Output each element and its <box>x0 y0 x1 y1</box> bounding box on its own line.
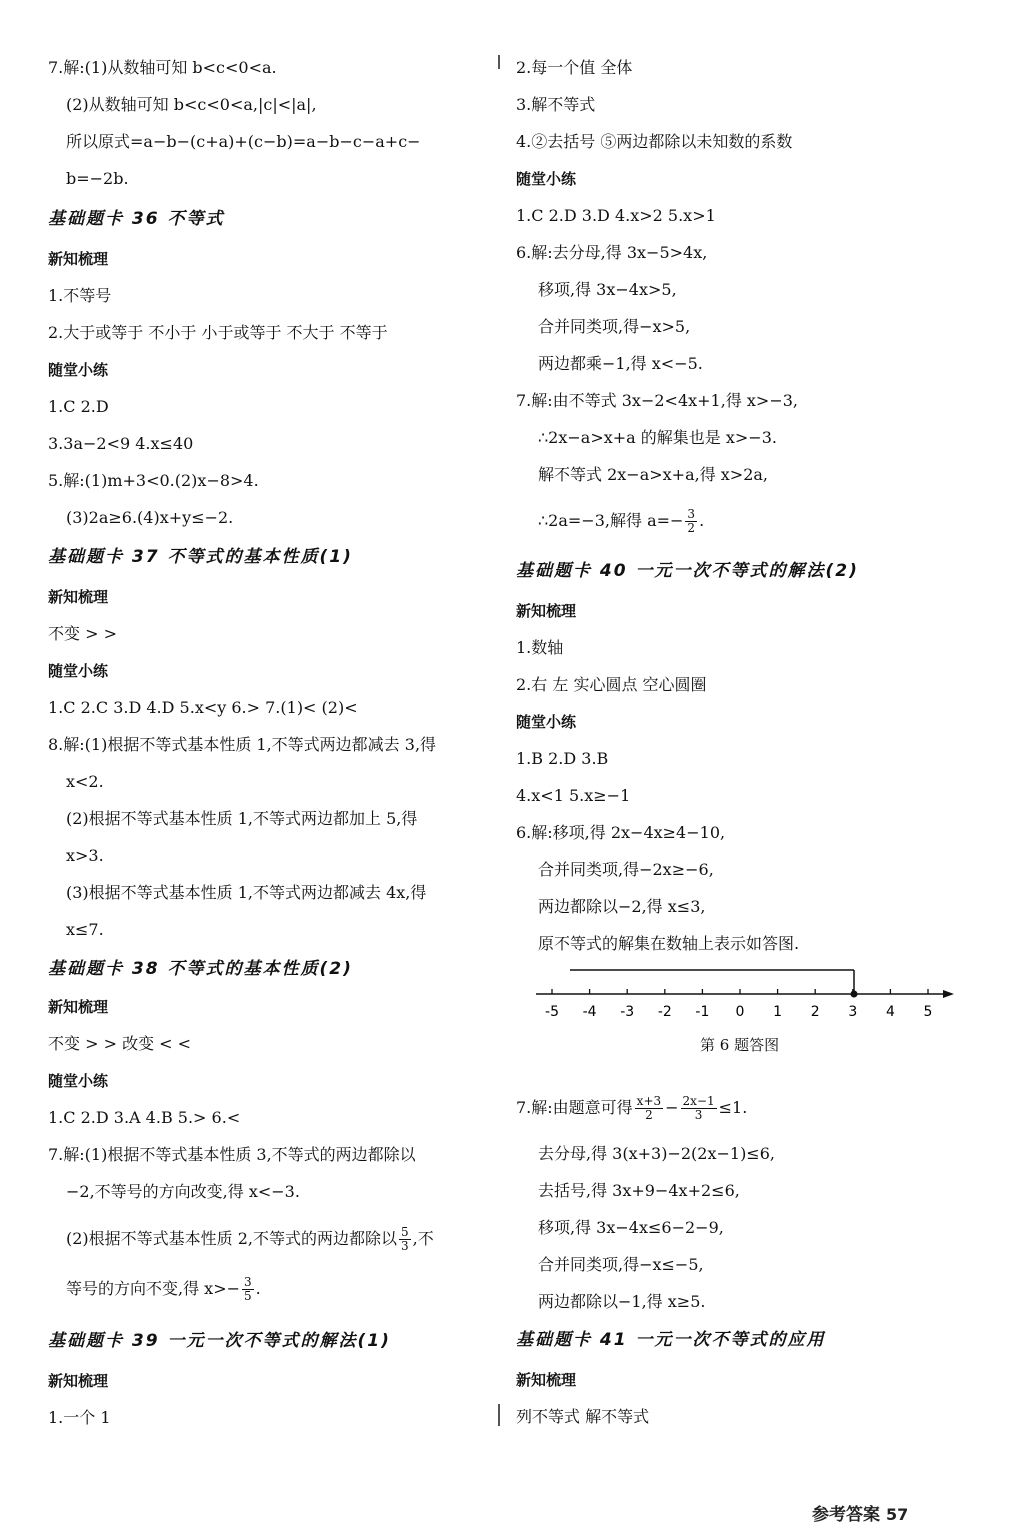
answer-line: 列不等式 解不等式 <box>516 1407 650 1426</box>
section-heading: 新知梳理 <box>48 588 109 606</box>
answer-line: 等号的方向不变,得 x>− $\frac{3}{5}$ . <box>66 1275 261 1303</box>
answer-line: 两边都除以−1,得 x≥5. <box>538 1292 706 1311</box>
answer-line: x≤7. <box>66 920 104 939</box>
answer-line: 2.右 左 实心圆点 空心圆圈 <box>516 675 707 694</box>
card40-title: 基础题卡 40 一元一次不等式的解法(2) <box>516 561 859 581</box>
answer-line: (3)根据不等式基本性质 1,不等式两边都减去 4x,得 <box>66 883 427 902</box>
number-line-figure <box>530 962 960 1024</box>
section-heading: 新知梳理 <box>48 998 109 1016</box>
fraction: $\frac{2x-1}{3}$ <box>682 1094 715 1122</box>
axis-tick-label: 2 <box>810 1004 820 1020</box>
section-heading: 新知梳理 <box>48 250 109 268</box>
axis-tick-label: -2 <box>657 1004 672 1020</box>
answer-line: −2,不等号的方向改变,得 x<−3. <box>66 1182 300 1201</box>
answer-line: 去分母,得 3(x+3)−2(2x−1)≤6, <box>538 1144 775 1163</box>
q7-line: 所以原式=a−b−(c+a)+(c−b)=a−b−c−a+c− <box>66 132 421 151</box>
answer-line: 6.解:去分母,得 3x−5>4x, <box>516 243 708 262</box>
answer-line: 7.解:(1)根据不等式基本性质 3,不等式的两边都除以 <box>48 1145 416 1164</box>
page-number: 57 <box>886 1505 909 1524</box>
answer-line: (3)2a≥6.(4)x+y≤−2. <box>66 508 234 527</box>
answer-line: 1.一个 1 <box>48 1408 111 1427</box>
answer-line: 合并同类项,得−x≤−5, <box>538 1255 704 1274</box>
q7-line: b=−2b. <box>66 169 129 188</box>
answer-line: 两边都乘−1,得 x<−5. <box>538 354 703 373</box>
page-footer <box>812 1500 908 1525</box>
q7-line: (2)从数轴可知 b<c<0<a,|c|<|a|, <box>66 95 317 114</box>
answer-line: ∴2x−a>x+a 的解集也是 x>−3. <box>538 428 777 447</box>
answer-line: 2.每一个值 全体 <box>516 58 633 77</box>
axis-tick-label: -5 <box>545 1004 559 1020</box>
answer-line: 1.C 2.D 3.A 4.B 5.> 6.< <box>48 1108 241 1127</box>
answer-line: 合并同类项,得−2x≥−6, <box>538 860 714 879</box>
column-rule <box>498 1404 500 1426</box>
answer-line: x>3. <box>66 846 104 865</box>
card39-title: 基础题卡 39 一元一次不等式的解法(1) <box>48 1331 391 1351</box>
answer-line: 5.解:(1)m+3<0.(2)x−8>4. <box>48 471 259 490</box>
answer-line: 3.3a−2<9 4.x≤40 <box>48 434 194 453</box>
axis-tick-label: 0 <box>735 1004 745 1020</box>
section-heading: 新知梳理 <box>48 1372 109 1390</box>
answer-line: (2)根据不等式基本性质 2,不等式的两边都除以 $\frac{5}{3}$ ,不 <box>66 1225 434 1253</box>
answer-line: 1.C 2.D <box>48 397 109 416</box>
fraction: $\frac{3}{2}$ <box>687 507 696 535</box>
axis-tick-label: -4 <box>582 1004 597 1020</box>
axis-tick-label: -3 <box>620 1004 635 1020</box>
fraction: $\frac{3}{5}$ <box>244 1275 252 1303</box>
fraction: $\frac{5}{3}$ <box>401 1225 409 1253</box>
section-heading: 随堂小练 <box>516 170 577 188</box>
section-heading: 随堂小练 <box>48 662 109 680</box>
answer-line: 7.解:由题意可得 $\frac{x+3}{2}$ − $\frac{2x-1}{3}$ ≤1. <box>516 1094 748 1122</box>
section-heading: 新知梳理 <box>516 602 577 620</box>
axis-arrow <box>943 990 954 998</box>
footer-label: 参考答案 <box>812 1505 880 1525</box>
answer-line: 不变 > > 改变 < < <box>48 1034 192 1053</box>
section-heading: 随堂小练 <box>516 713 577 731</box>
answer-line: 合并同类项,得−x>5, <box>538 317 691 336</box>
answer-line: 3.解不等式 <box>516 95 596 114</box>
answer-line: x<2. <box>66 772 104 791</box>
answer-line: 原不等式的解集在数轴上表示如答图. <box>538 934 800 953</box>
answer-line: 1.C 2.D 3.D 4.x>2 5.x>1 <box>516 206 716 225</box>
answer-line: 去括号,得 3x+9−4x+2≤6, <box>538 1181 740 1200</box>
card41-title: 基础题卡 41 一元一次不等式的应用 <box>516 1330 826 1350</box>
fraction: $\frac{x+3}{2}$ <box>636 1094 662 1122</box>
column-rule <box>498 55 500 69</box>
axis-tick-label: 5 <box>923 1004 933 1020</box>
card38-title: 基础题卡 38 不等式的基本性质(2) <box>48 959 353 979</box>
answer-line: ∴2a=−3,解得 a=− $\frac{3}{2}$ . <box>538 507 705 535</box>
solid-dot <box>851 991 858 998</box>
axis-tick-label: 4 <box>885 1004 895 1020</box>
axis-tick-label: 3 <box>848 1004 858 1020</box>
axis-tick-label: -1 <box>695 1004 710 1020</box>
answer-line: 移项,得 3x−4x≤6−2−9, <box>538 1218 724 1237</box>
answer-line: 6.解:移项,得 2x−4x≥4−10, <box>516 823 726 842</box>
answer-line: 移项,得 3x−4x>5, <box>538 280 677 299</box>
figure-caption: 第 6 题答图 <box>700 1036 780 1054</box>
answer-line: 1.数轴 <box>516 638 564 657</box>
card37-title: 基础题卡 37 不等式的基本性质(1) <box>48 547 353 567</box>
answer-line: 1.不等号 <box>48 286 112 305</box>
answer-line: 2.大于或等于 不小于 小于或等于 不大于 不等于 <box>48 323 388 342</box>
axis-tick-label: 1 <box>773 1004 783 1020</box>
answer-line: 8.解:(1)根据不等式基本性质 1,不等式两边都减去 3,得 <box>48 735 437 754</box>
answer-line: 解不等式 2x−a>x+a,得 x>2a, <box>538 465 769 484</box>
answer-line: 1.C 2.C 3.D 4.D 5.x<y 6.> 7.(1)< (2)< <box>48 698 358 717</box>
answer-line: (2)根据不等式基本性质 1,不等式两边都加上 5,得 <box>66 809 418 828</box>
section-heading: 新知梳理 <box>516 1371 577 1389</box>
card36-title: 基础题卡 36 不等式 <box>48 209 225 229</box>
section-heading: 随堂小练 <box>48 1072 109 1090</box>
answer-line: 4.②去括号 ⑤两边都除以未知数的系数 <box>516 132 793 151</box>
answer-line: 不变 > > <box>48 624 117 643</box>
answer-line: 1.B 2.D 3.B <box>516 749 609 768</box>
answer-line: 4.x<1 5.x≥−1 <box>516 786 631 805</box>
answer-line: 7.解:由不等式 3x−2<4x+1,得 x>−3, <box>516 391 799 410</box>
section-heading: 随堂小练 <box>48 361 109 379</box>
q7-line: 7.解:(1)从数轴可知 b<c<0<a. <box>48 58 277 77</box>
answer-line: 两边都除以−2,得 x≤3, <box>538 897 706 916</box>
